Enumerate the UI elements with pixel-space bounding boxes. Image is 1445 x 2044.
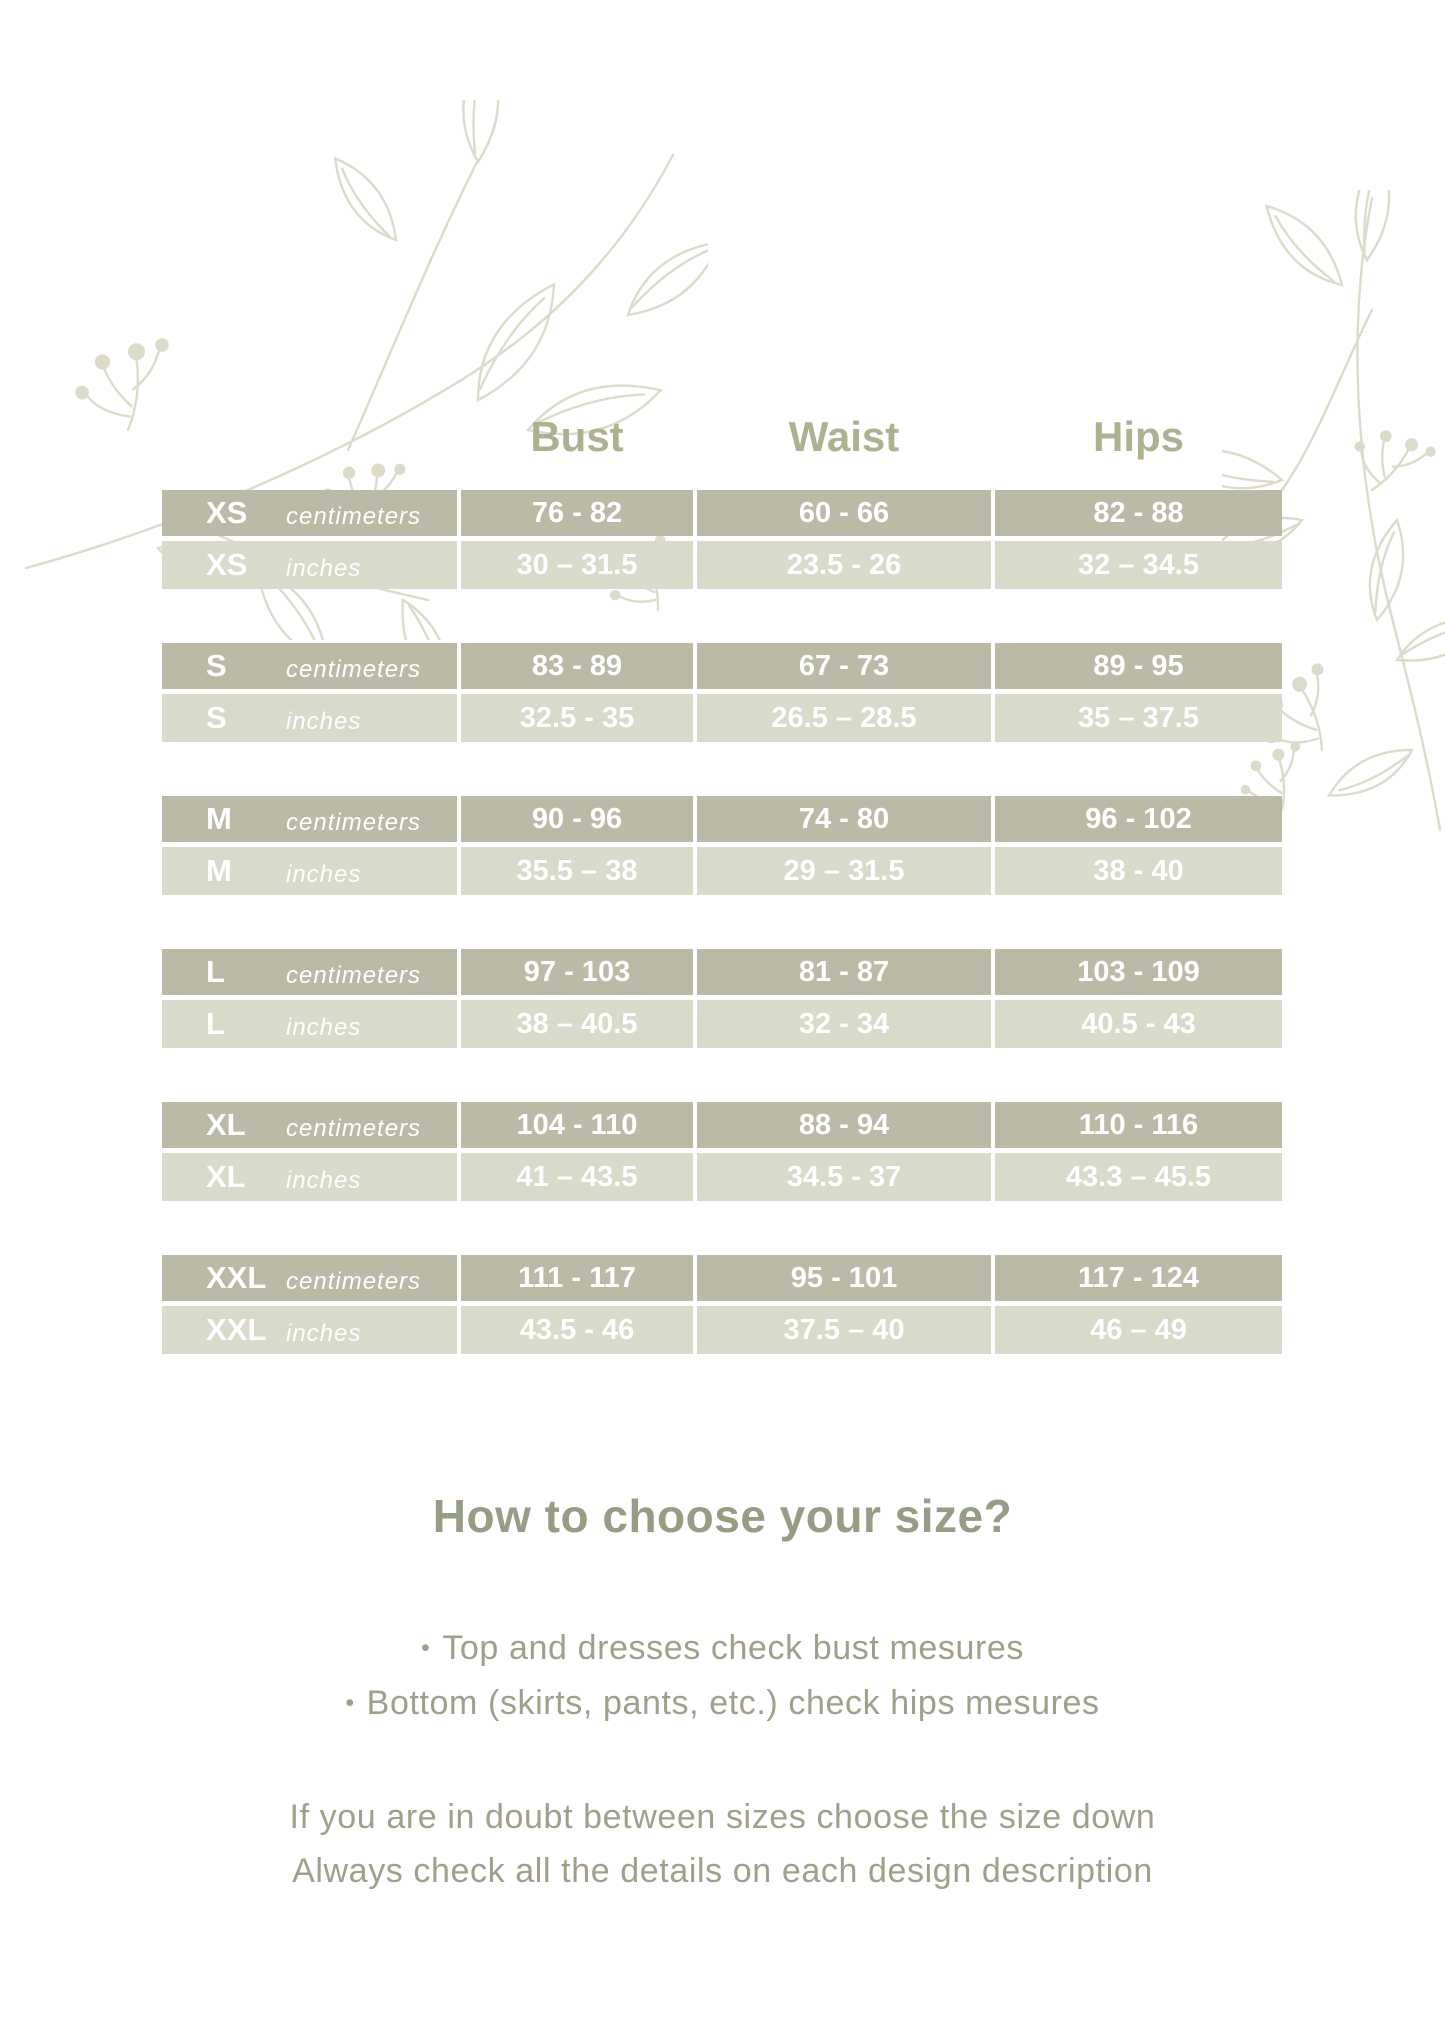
size-label-cell [162,541,457,589]
bullet-dot-icon: • [420,1634,431,1662]
bullet-text: Bottom (skirts, pants, etc.) check hips mesures [366,1684,1100,1722]
note-line: If you are in doubt between sizes choose the size down [289,1798,1156,1836]
hips-value: 38 - 40 [995,847,1282,895]
bust-value: 41 – 43.5 [461,1153,693,1201]
hips-value: 40.5 - 43 [995,1000,1282,1048]
bust-value: 30 – 31.5 [461,541,693,589]
size-label-cell [162,490,457,536]
waist-value: 29 – 31.5 [697,847,991,895]
size-label-cell [162,796,457,842]
bust-value: 32.5 - 35 [461,694,693,742]
size-label-cell [162,1306,457,1354]
unit-label: inches [286,1167,362,1194]
waist-value: 37.5 – 40 [697,1306,991,1354]
size-label: XS [206,547,248,582]
waist-value: 88 - 94 [697,1102,991,1148]
size-label: XL [206,1159,246,1194]
bust-value: 43.5 - 46 [461,1306,693,1354]
size-label-cell [162,643,457,689]
bullet-item [0,1677,1445,1732]
unit-label: inches [286,1320,362,1347]
size-group-m [162,796,1282,895]
waist-value: 74 - 80 [697,796,991,842]
column-header-waist: Waist [788,413,900,460]
hips-value: 82 - 88 [995,490,1282,536]
bullet-text: Top and dresses check bust mesures [442,1629,1025,1667]
size-label-cell [162,847,457,895]
waist-value: 26.5 – 28.5 [697,694,991,742]
unit-label: centimeters [286,656,422,683]
hips-value: 103 - 109 [995,949,1282,995]
how-to-section [0,1488,1445,1898]
unit-label: inches [286,861,362,888]
row-xl-inches [162,1153,1282,1201]
row-m-inches [162,847,1282,895]
bullet-item [0,1622,1445,1677]
bust-value: 90 - 96 [461,796,693,842]
size-table [162,490,1282,1408]
row-xxl-inches [162,1306,1282,1354]
bust-value: 83 - 89 [461,643,693,689]
unit-label: inches [286,555,362,582]
row-m-centimeters [162,796,1282,842]
bust-value: 35.5 – 38 [461,847,693,895]
size-label-cell [162,1000,457,1048]
row-s-centimeters [162,643,1282,689]
size-label: S [206,648,227,683]
size-label: XXL [206,1260,267,1295]
row-xl-centimeters [162,1102,1282,1148]
bullet-list [0,1622,1445,1732]
bust-value: 111 - 117 [461,1255,693,1301]
size-label-cell [162,949,457,995]
size-label: M [206,801,232,836]
size-label: L [206,954,225,989]
size-group-l [162,949,1282,1048]
column-header-hips: Hips [1092,413,1184,460]
bust-value: 97 - 103 [461,949,693,995]
how-to-title: How to choose your size? [432,1490,1013,1542]
hips-value: 46 – 49 [995,1306,1282,1354]
row-xxl-centimeters [162,1255,1282,1301]
unit-label: inches [286,708,362,735]
unit-label: centimeters [286,503,422,530]
size-label-cell [162,1153,457,1201]
hips-value: 117 - 124 [995,1255,1282,1301]
unit-label: centimeters [286,809,422,836]
bullet-dot-icon: • [345,1689,355,1717]
row-l-inches [162,1000,1282,1048]
size-label: S [206,700,227,735]
size-group-xs [162,490,1282,589]
hips-value: 89 - 95 [995,643,1282,689]
size-label: XS [206,495,248,530]
size-group-xxl [162,1255,1282,1354]
size-label: XXL [206,1312,267,1347]
table-column-headers [162,400,1282,458]
hips-value: 43.3 – 45.5 [995,1153,1282,1201]
row-s-inches [162,694,1282,742]
unit-label: centimeters [286,962,422,989]
bust-value: 76 - 82 [461,490,693,536]
waist-value: 67 - 73 [697,643,991,689]
hips-value: 32 – 34.5 [995,541,1282,589]
bust-value: 38 – 40.5 [461,1000,693,1048]
column-header-bust: Bust [530,413,624,460]
size-group-s [162,643,1282,742]
hips-value: 35 – 37.5 [995,694,1282,742]
bust-value: 104 - 110 [461,1102,693,1148]
size-label: M [206,853,232,888]
waist-value: 60 - 66 [697,490,991,536]
unit-label: centimeters [286,1268,422,1295]
note-line: Always check all the details on each design description [292,1852,1153,1890]
size-label: XL [206,1107,246,1142]
notes [0,1790,1445,1898]
row-xs-centimeters [162,490,1282,536]
size-group-xl [162,1102,1282,1201]
hips-value: 110 - 116 [995,1102,1282,1148]
unit-label: centimeters [286,1115,422,1142]
row-xs-inches [162,541,1282,589]
row-l-centimeters [162,949,1282,995]
size-label-cell [162,694,457,742]
size-label: L [206,1006,225,1041]
hips-value: 96 - 102 [995,796,1282,842]
size-label-cell [162,1255,457,1301]
waist-value: 34.5 - 37 [697,1153,991,1201]
waist-value: 95 - 101 [697,1255,991,1301]
size-label-cell [162,1102,457,1148]
waist-value: 32 - 34 [697,1000,991,1048]
waist-value: 81 - 87 [697,949,991,995]
unit-label: inches [286,1014,362,1041]
waist-value: 23.5 - 26 [697,541,991,589]
